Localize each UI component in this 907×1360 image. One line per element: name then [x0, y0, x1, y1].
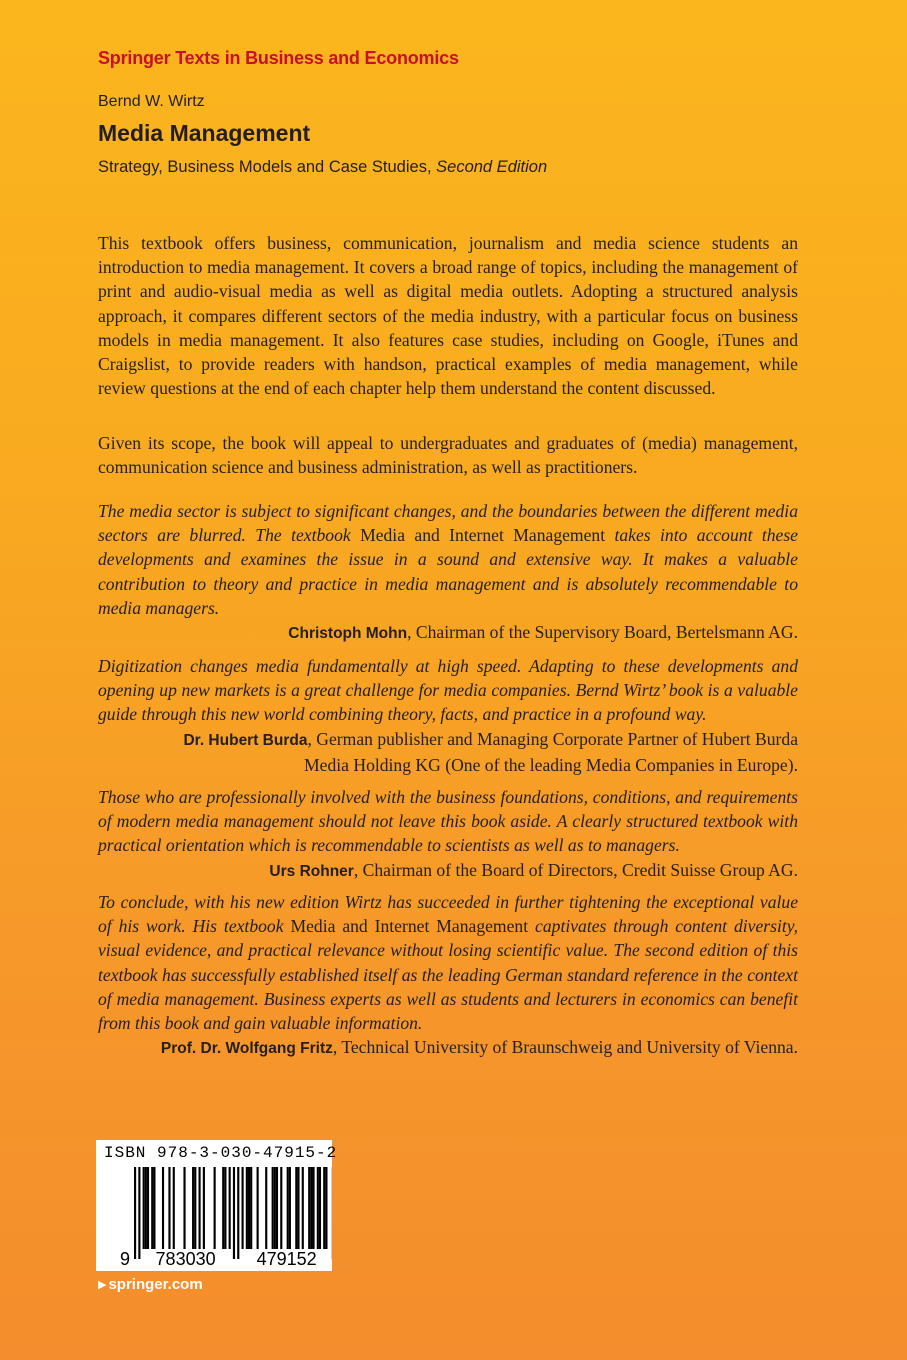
barcode-bar [153, 1167, 155, 1249]
barcode-digits: 783030 [155, 1249, 216, 1269]
series-title: Springer Texts in Business and Economics [98, 48, 459, 68]
barcode-bar [192, 1167, 194, 1249]
description-paragraph-2: Given its scope, the book will appeal to undergraduates and graduates of (media) management, communication science and business administration, as well as practitioners. [98, 433, 798, 478]
barcode-bar [287, 1167, 289, 1249]
barcode-bar [134, 1167, 136, 1259]
arrow-right-icon: ▶ [98, 1279, 107, 1291]
quote-attribution [98, 1035, 798, 1061]
endorsement-quote-4 [98, 890, 798, 1061]
barcode-bar [250, 1167, 252, 1249]
barcode-bar [183, 1167, 185, 1249]
endorsement-quote-1 [98, 499, 798, 646]
quote-text-part: captivates through content diversity, visual evidence, and practical relevance without losing scientific value. The second edition of this textbook has successfully established itself as the leading German standard reference in the context of media management. Business experts as well as students and lecturers in economics can benefit from this book and gain valuable information. [98, 916, 798, 1034]
endorsement-quote-3 [98, 785, 798, 884]
barcode-bar [233, 1167, 235, 1259]
endorser-role: , German publisher and Managing Corporate Partner of Hubert Burda Media Holding KG (One of the leading Media Companies in Europe). [304, 728, 798, 775]
barcode-bar [295, 1167, 297, 1249]
barcode-bar [173, 1167, 175, 1249]
barcode-digits: 479152 [256, 1249, 317, 1269]
barcode-bar [229, 1167, 231, 1249]
barcode-bar [272, 1167, 274, 1249]
endorsement-quote-2 [98, 654, 798, 777]
quote-text-part: takes into account these developments and examines the issue in a sound and extensive way. It makes a valuable contribution to theory and practice in media management and is absolutely recommendable to media managers. [98, 525, 798, 618]
barcode-bar [257, 1167, 259, 1249]
barcode-bar [246, 1167, 248, 1249]
book-reference: Media and Internet Management [360, 525, 606, 546]
barcode-bar [237, 1167, 239, 1259]
barcode-bar [242, 1167, 244, 1249]
barcode-bar [319, 1167, 321, 1249]
barcode-bar [310, 1167, 312, 1249]
endorser-name: Urs Rohner [269, 862, 354, 880]
quote-text: Those who are professionally involved with the business foundations, conditions, and requirements of modern media management should not leave this book aside. A clearly structured textbook with practical orientation which is recommendable to scientists as well as to managers. [98, 787, 798, 856]
quote-attribution [98, 858, 798, 884]
barcode-bar [325, 1167, 327, 1249]
barcode-bar [214, 1167, 216, 1249]
barcode-bar [224, 1167, 226, 1249]
barcode-bar [199, 1167, 201, 1249]
barcode-bar [194, 1167, 196, 1249]
quote-text [98, 499, 798, 620]
barcode-bar [317, 1167, 319, 1249]
barcode-graphic [96, 1140, 332, 1271]
quote-attribution [98, 727, 798, 777]
barcode-bar [138, 1167, 140, 1259]
edition-label: Second Edition [436, 158, 548, 176]
endorser-name: Prof. Dr. Wolfgang Fritz [160, 1040, 333, 1058]
barcode-bar [289, 1167, 291, 1249]
isbn-label: ISBN 978-3-030-47915-2 [104, 1144, 338, 1162]
barcode-bar [302, 1167, 304, 1249]
barcode-bar [297, 1167, 299, 1249]
endorser-role: , Technical University of Braunschweig and University of Vienna. [332, 1037, 798, 1058]
endorser-name: Dr. Hubert Burda [183, 731, 308, 749]
website-link[interactable] [98, 1276, 203, 1293]
barcode-bar [162, 1167, 164, 1249]
barcode-bar [265, 1167, 267, 1249]
barcode-bar [312, 1167, 314, 1249]
website-label: springer.com [108, 1276, 203, 1293]
author-name: Bernd W. Wirtz [98, 93, 205, 110]
book-reference: Media and Internet Management [290, 916, 529, 937]
barcode-bar [203, 1167, 205, 1249]
barcode-bar [151, 1167, 153, 1249]
book-subtitle [98, 158, 547, 177]
book-title: Media Management [98, 120, 311, 146]
quote-text-part: The media sector is subject to significant changes, and the boundaries between the different media sectors are blurred. The textbook [98, 501, 798, 546]
barcode-bar [168, 1167, 170, 1249]
barcode-bar [276, 1167, 278, 1249]
endorser-role: , Chairman of the Board of Directors, Credit Suisse Group AG. [353, 859, 798, 880]
barcode-bar [323, 1167, 325, 1249]
quote-attribution [98, 620, 798, 646]
barcode-bar [308, 1167, 310, 1249]
barcode-bar [222, 1167, 224, 1249]
quote-text-part: To conclude, with his new edition Wirtz has succeeded in further tightening the exceptional value of his work. His textbook [98, 892, 798, 937]
barcode-bar [248, 1167, 250, 1249]
description-paragraph-1: This textbook offers business, communication, journalism and media science students an introduction to media management. It covers a broad range of topics, including the management of print and audio-visual media as well as digital media outlets. Adopting a structured analysis approach, it compares different sectors of the media industry, with a particular focus on business models in media management. It also features case studies, including on Google, iTunes and Craigslist, to provide readers with handson, practical examples of media management, while review questions at the end of each chapter help them understand the content discussed. [98, 233, 798, 399]
barcode-bar [145, 1167, 147, 1249]
endorser-name: Christoph Mohn [288, 625, 408, 643]
barcode-bar [143, 1167, 145, 1249]
subtitle-main: Strategy, Business Models and Case Studies, [98, 158, 432, 176]
isbn-barcode [96, 1140, 338, 1271]
barcode-bar [147, 1167, 149, 1249]
barcode-bar [274, 1167, 276, 1249]
quote-text [98, 890, 798, 1035]
barcode-digits: 9 [119, 1249, 130, 1269]
endorser-role: , Chairman of the Supervisory Board, Bertelsmann AG. [407, 622, 798, 643]
quote-text: Digitization changes media fundamentally at high speed. Adapting to these developments and opening up new markets is a great challenge for media companies. Bernd Wirtz’ book is a valuable guide through this new world combining theory, facts, and practice in a profound way. [98, 656, 798, 725]
barcode-bar [280, 1167, 282, 1249]
